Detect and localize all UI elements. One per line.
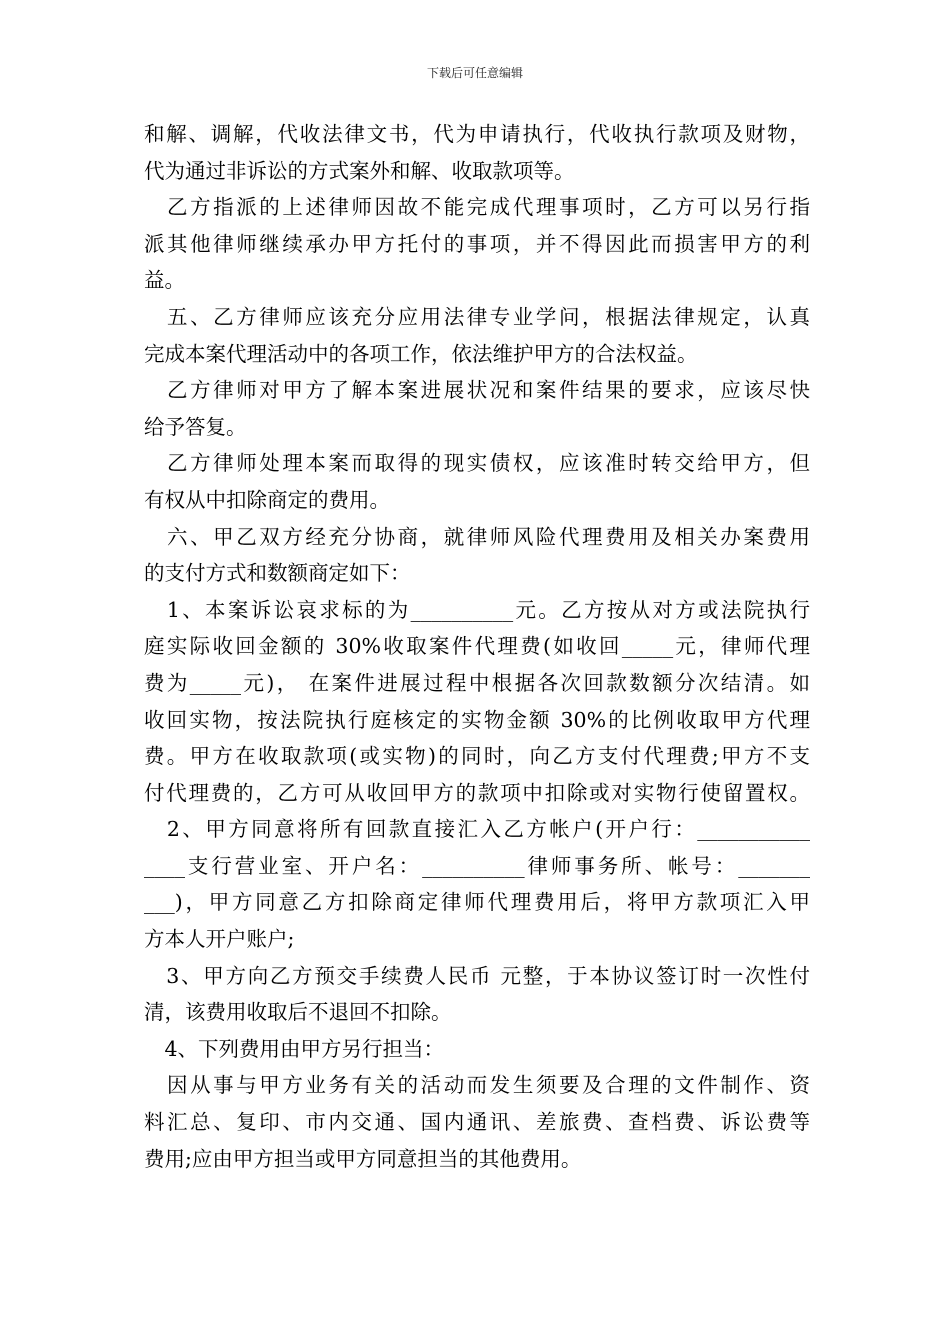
text-line: 收回实物，按法院执行庭核定的实物金额 30%的比例收取甲方代理 bbox=[144, 707, 810, 732]
text-line: 五、乙方律师应该充分应用法律专业学问，根据法律规定，认真 bbox=[144, 304, 810, 329]
text-line: 六、甲乙双方经充分协商，就律师风险代理费用及相关办案费用 bbox=[144, 524, 810, 549]
text-line: 因从事与甲方业务有关的活动而发生须要及合理的文件制作、资 bbox=[144, 1073, 810, 1098]
text-line: 方本人开户账户; bbox=[144, 927, 295, 952]
text-line: 和解、调解，代收法律文书，代为申请执行，代收执行款项及财物， bbox=[144, 122, 810, 146]
text-line: 4、下列费用由甲方另行担当： bbox=[144, 1036, 445, 1061]
text-line: 费用;应由甲方担当或甲方同意担当的其他费用。 bbox=[144, 1146, 582, 1171]
text-line: 庭实际收回金额的 30%收取案件代理费(如收回_____元，律师代理 bbox=[144, 634, 810, 659]
text-line: ___)，甲方同意乙方扣除商定律师代理费用后，将甲方款项汇入甲 bbox=[144, 890, 810, 915]
text-line: ____支行营业室、开户名：__________律师事务所、帐号：_______ bbox=[144, 853, 810, 878]
text-line: 料汇总、复印、市内交通、国内通讯、差旅费、查档费、诉讼费等 bbox=[144, 1110, 810, 1135]
text-line: 给予答复。 bbox=[144, 414, 247, 439]
text-line: 有权从中扣除商定的费用。 bbox=[144, 487, 390, 512]
text-line: 3、甲方向乙方预交手续费人民币 元整，于本协议签订时一次性付 bbox=[144, 963, 810, 988]
text-line: 乙方律师对甲方了解本案进展状况和案件结果的要求，应该尽快 bbox=[144, 378, 810, 403]
text-line: 付代理费的，乙方可从收回甲方的款项中扣除或对实物行使留置权。 bbox=[144, 780, 810, 805]
text-line: 费。甲方在收取款项(或实物)的同时，向乙方支付代理费;甲方不支 bbox=[144, 744, 810, 769]
text-line: 费为_____元)， 在案件进展过程中根据各次回款数额分次结清。如 bbox=[144, 670, 810, 695]
text-line: 完成本案代理活动中的各项工作，依法维护甲方的合法权益。 bbox=[144, 341, 698, 366]
text-line: 的支付方式和数额商定如下： bbox=[144, 561, 411, 586]
text-line: 1、本案诉讼哀求标的为__________元。乙方按从对方或法院执行 bbox=[144, 597, 810, 622]
text-line: 益。 bbox=[144, 268, 185, 293]
text-line: 派其他律师继续承办甲方托付的事项，并不得因此而损害甲方的利 bbox=[144, 231, 810, 256]
text-line: 清，该费用收取后不退回不扣除。 bbox=[144, 1000, 452, 1025]
text-line: 2、甲方同意将所有回款直接汇入乙方帐户(开户行：___________ bbox=[144, 817, 810, 842]
page-header-note: 下载后可任意编辑 bbox=[426, 66, 523, 80]
text-line: 乙方律师处理本案而取得的现实债权，应该准时转交给甲方，但 bbox=[144, 451, 810, 476]
document-body bbox=[144, 116, 810, 1177]
text-line: 代为通过非诉讼的方式案外和解、收取款项等。 bbox=[144, 158, 575, 183]
text-line: 乙方指派的上述律师因故不能完成代理事项时，乙方可以另行指 bbox=[144, 195, 810, 220]
